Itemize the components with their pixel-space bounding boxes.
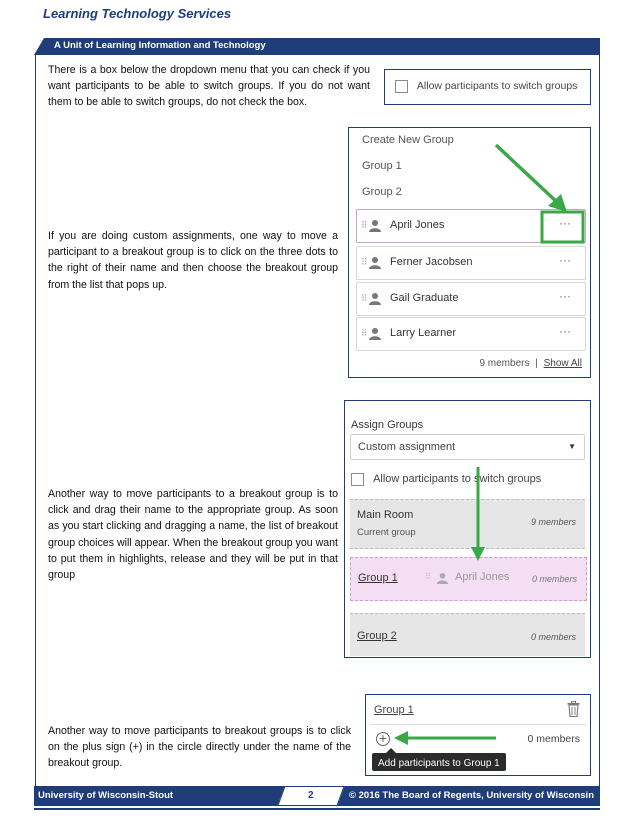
more-options-icon[interactable]: ···: [559, 324, 571, 338]
switch-groups-checkbox[interactable]: [395, 80, 408, 93]
group-1-drop-zone[interactable]: Group 1 ⠿ April Jones 0 members: [350, 557, 587, 601]
participant-row[interactable]: ⠿ Larry Learner ···: [356, 317, 586, 351]
paragraph-switch-groups: There is a box below the dropdown menu that you can check if you want participants to be able to switch groups. If you do not want them to be able to switch groups, do not check the box.: [48, 64, 370, 109]
group-1-members: 0 members: [531, 574, 577, 584]
menu-group-1[interactable]: Group 1: [362, 160, 402, 172]
members-count: 9 members: [479, 358, 530, 369]
page-number-text: 2: [308, 790, 314, 801]
group-1-label[interactable]: Group 1: [374, 704, 414, 716]
menu-group-2[interactable]: Group 2: [362, 186, 402, 198]
header-bar: [34, 38, 600, 55]
paragraph-three-dots: If you are doing custom assignments, one way to move a participant to a breakout group is to click on the three dots to the right of their name and then choose the breakout group from the list that pops up.: [48, 230, 338, 291]
separator: |: [535, 358, 538, 369]
participant-row[interactable]: ⠿ Gail Graduate ···: [356, 282, 586, 316]
org-title: Learning Technology Services: [43, 6, 232, 21]
more-options-icon[interactable]: ···: [559, 216, 571, 230]
screenshot-participant-list: [348, 127, 591, 378]
participant-row[interactable]: ⠿ Ferner Jacobsen ···: [356, 246, 586, 280]
tooltip-text: Add participants to Group 1: [378, 758, 500, 769]
footer-bar: [34, 786, 600, 806]
group-1-label[interactable]: Group 1: [358, 572, 398, 584]
assignment-select-value: Custom assignment: [358, 441, 456, 453]
participant-name: Ferner Jacobsen: [390, 256, 473, 268]
footer-copyright: © 2016 The Board of Regents, University of Wisconsin: [349, 790, 594, 801]
screenshot-assign-groups: [344, 400, 591, 658]
paragraph-plus-sign: Another way to move participants to breakout groups is to click on the plus sign (+) in the circle directly under the name of the breakout group.: [48, 725, 351, 770]
header-subtitle: A Unit of Learning Information and Technology: [54, 40, 266, 51]
dragged-participant[interactable]: April Jones: [455, 571, 510, 583]
paragraph-drag-drop: Another way to move participants to a breakout group is to click and drag their name to the appropriate group. As soon as you start clicking and dragging a name, the list of breakout group choices will appear. When the breakout group you want to put them in highlights, release and they will be put in that group: [48, 488, 338, 582]
group-1-members: 0 members: [527, 733, 580, 745]
menu-create-new-group[interactable]: Create New Group: [362, 134, 454, 146]
group-2-members: 0 members: [530, 632, 576, 642]
group-2-label[interactable]: Group 2: [357, 630, 397, 642]
more-options-icon[interactable]: ···: [559, 289, 571, 303]
add-participant-plus-icon[interactable]: +: [376, 732, 390, 746]
page-number: [277, 786, 344, 806]
participant-name: Larry Learner: [390, 327, 457, 339]
main-room-members: 9 members: [530, 517, 576, 527]
footer-university: University of Wisconsin-Stout: [38, 790, 174, 801]
show-all-link[interactable]: Show All: [543, 358, 582, 369]
green-arrow-annotation: [366, 695, 590, 775]
participant-name: April Jones: [390, 219, 445, 231]
chevron-down-icon: ▼: [568, 442, 576, 451]
main-room-label: Main Room: [357, 509, 414, 521]
current-group-label: Current group: [357, 527, 416, 538]
assign-groups-heading: Assign Groups: [351, 419, 424, 431]
green-arrow-annotation: [349, 128, 590, 377]
switch-groups-label: Allow participants to switch groups: [416, 80, 578, 93]
screenshot-add-participants: [365, 694, 591, 776]
more-options-icon[interactable]: ···: [559, 253, 571, 267]
switch-groups-label: Allow participants to switch groups: [373, 473, 542, 486]
footer-rule: [34, 808, 600, 810]
screenshot-checkbox: [384, 69, 591, 105]
participant-row[interactable]: ⠿ April Jones ···: [356, 209, 586, 243]
participant-name: Gail Graduate: [390, 292, 459, 304]
green-arrow-annotation: [345, 401, 590, 657]
